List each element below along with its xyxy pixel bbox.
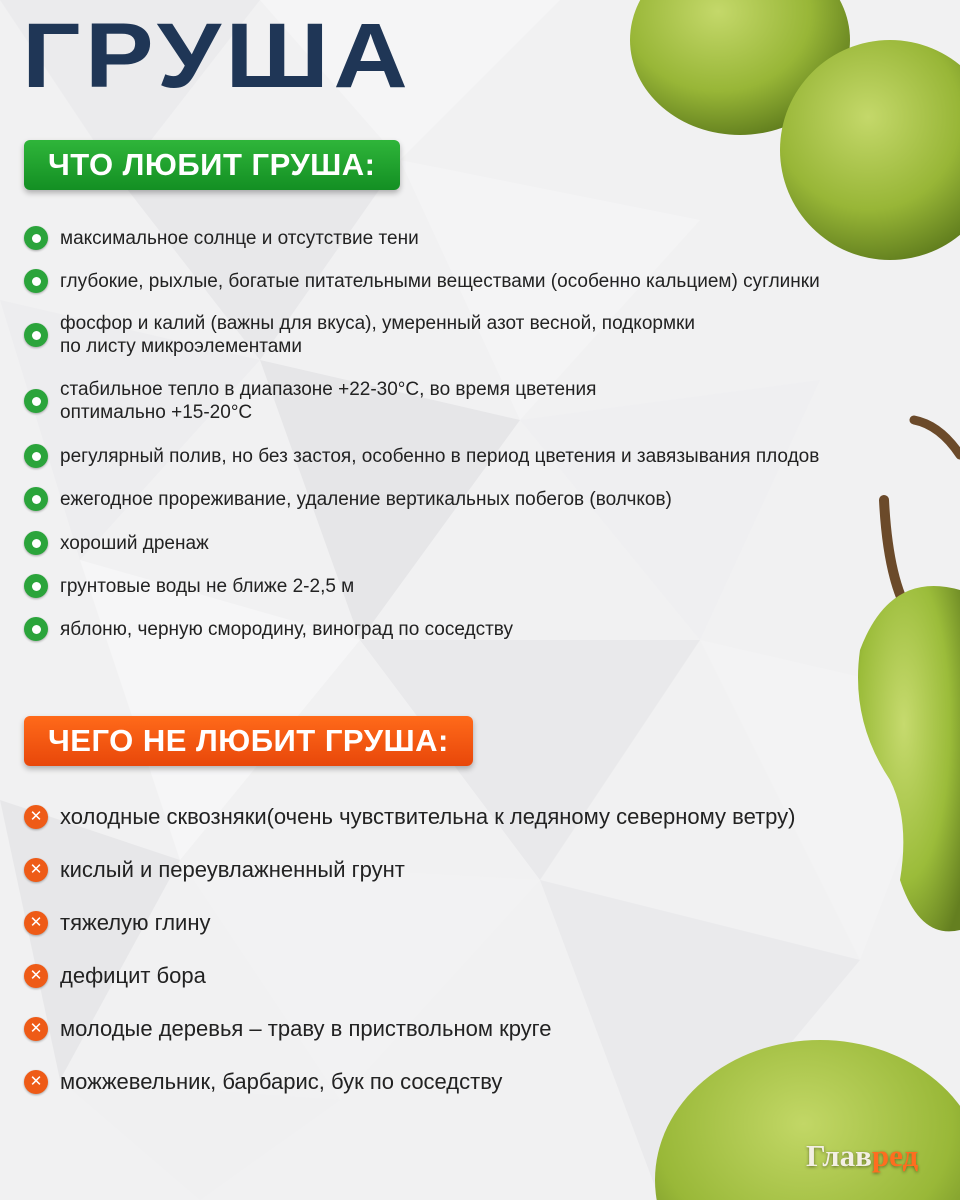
- dislikes-item-text: дефицит бора: [60, 963, 206, 988]
- dislikes-heading-text: ЧЕГО НЕ ЛЮБИТ ГРУША:: [48, 723, 449, 758]
- likes-item: [24, 269, 820, 293]
- ok-circle-icon: [24, 444, 48, 468]
- dislikes-item-text: кислый и переувлажненный грунт: [60, 857, 405, 882]
- likes-item-text: яблоню, черную смородину, виноград по соседству: [60, 618, 513, 640]
- cross-circle-icon: ✕: [24, 858, 48, 882]
- likes-item: [24, 487, 672, 511]
- dislikes-item-text: молодые деревья – траву в приствольном круге: [60, 1016, 552, 1041]
- dislikes-item: [24, 910, 210, 936]
- likes-item-text: грунтовые воды не ближе 2-2,5 м: [60, 575, 355, 597]
- cross-circle-icon: ✕: [24, 1017, 48, 1041]
- page-title: ГРУША: [22, 5, 413, 107]
- dislikes-item: [24, 804, 796, 830]
- brand-logo: [806, 1138, 918, 1174]
- likes-item: [24, 444, 819, 468]
- likes-item: [24, 617, 513, 641]
- cross-circle-icon: ✕: [24, 805, 48, 829]
- pear-bottom-image: [650, 1030, 960, 1200]
- pear-right-image: [850, 400, 960, 940]
- dislikes-item: [24, 1069, 502, 1095]
- likes-heading: [24, 140, 400, 190]
- likes-item-text: глубокие, рыхлые, богатые питательными веществами (особенно кальцием) суглинки: [60, 270, 820, 292]
- likes-item-text: стабильное тепло в диапазоне +22-30°С, во время цветения оптимально +15-20°С: [60, 379, 597, 423]
- ok-circle-icon: [24, 269, 48, 293]
- dislikes-item: [24, 1016, 551, 1042]
- likes-item-text: максимальное солнце и отсутствие тени: [60, 227, 419, 249]
- likes-heading-text: ЧТО ЛЮБИТ ГРУША:: [48, 147, 376, 182]
- dislikes-heading: [24, 716, 473, 766]
- likes-item: [24, 574, 354, 598]
- likes-item-text: фосфор и калий (важны для вкуса), умеренный азот весной, подкормки по листу микроэлементами: [60, 313, 695, 357]
- likes-item: [24, 226, 419, 250]
- ok-circle-icon: [24, 487, 48, 511]
- brand-logo-part1: Глав: [806, 1138, 872, 1173]
- cross-circle-icon: ✕: [24, 964, 48, 988]
- pear-top-image: [630, 0, 960, 260]
- ok-circle-icon: [24, 574, 48, 598]
- brand-logo-part2: ред: [871, 1138, 919, 1173]
- ok-circle-icon: [24, 617, 48, 641]
- likes-item-text: хороший дренаж: [60, 532, 209, 554]
- cross-circle-icon: ✕: [24, 911, 48, 935]
- likes-item: [24, 378, 596, 424]
- ok-circle-icon: [24, 531, 48, 555]
- ok-circle-icon: [24, 226, 48, 250]
- likes-item-text: ежегодное прореживание, удаление вертикальных побегов (волчков): [60, 488, 672, 510]
- dislikes-item-text: можжевельник, барбарис, бук по соседству: [60, 1069, 503, 1094]
- likes-item: [24, 531, 209, 555]
- cross-circle-icon: ✕: [24, 1070, 48, 1094]
- likes-item-text: регулярный полив, но без застоя, особенно в период цветения и завязывания плодов: [60, 445, 820, 467]
- likes-item: [24, 312, 695, 358]
- dislikes-item: [24, 963, 206, 989]
- ok-circle-icon: [24, 389, 48, 413]
- dislikes-item: [24, 857, 405, 883]
- ok-circle-icon: [24, 323, 48, 347]
- dislikes-item-text: холодные сквозняки(очень чувствительна к ледяному северному ветру): [60, 804, 796, 829]
- dislikes-item-text: тяжелую глину: [60, 910, 211, 935]
